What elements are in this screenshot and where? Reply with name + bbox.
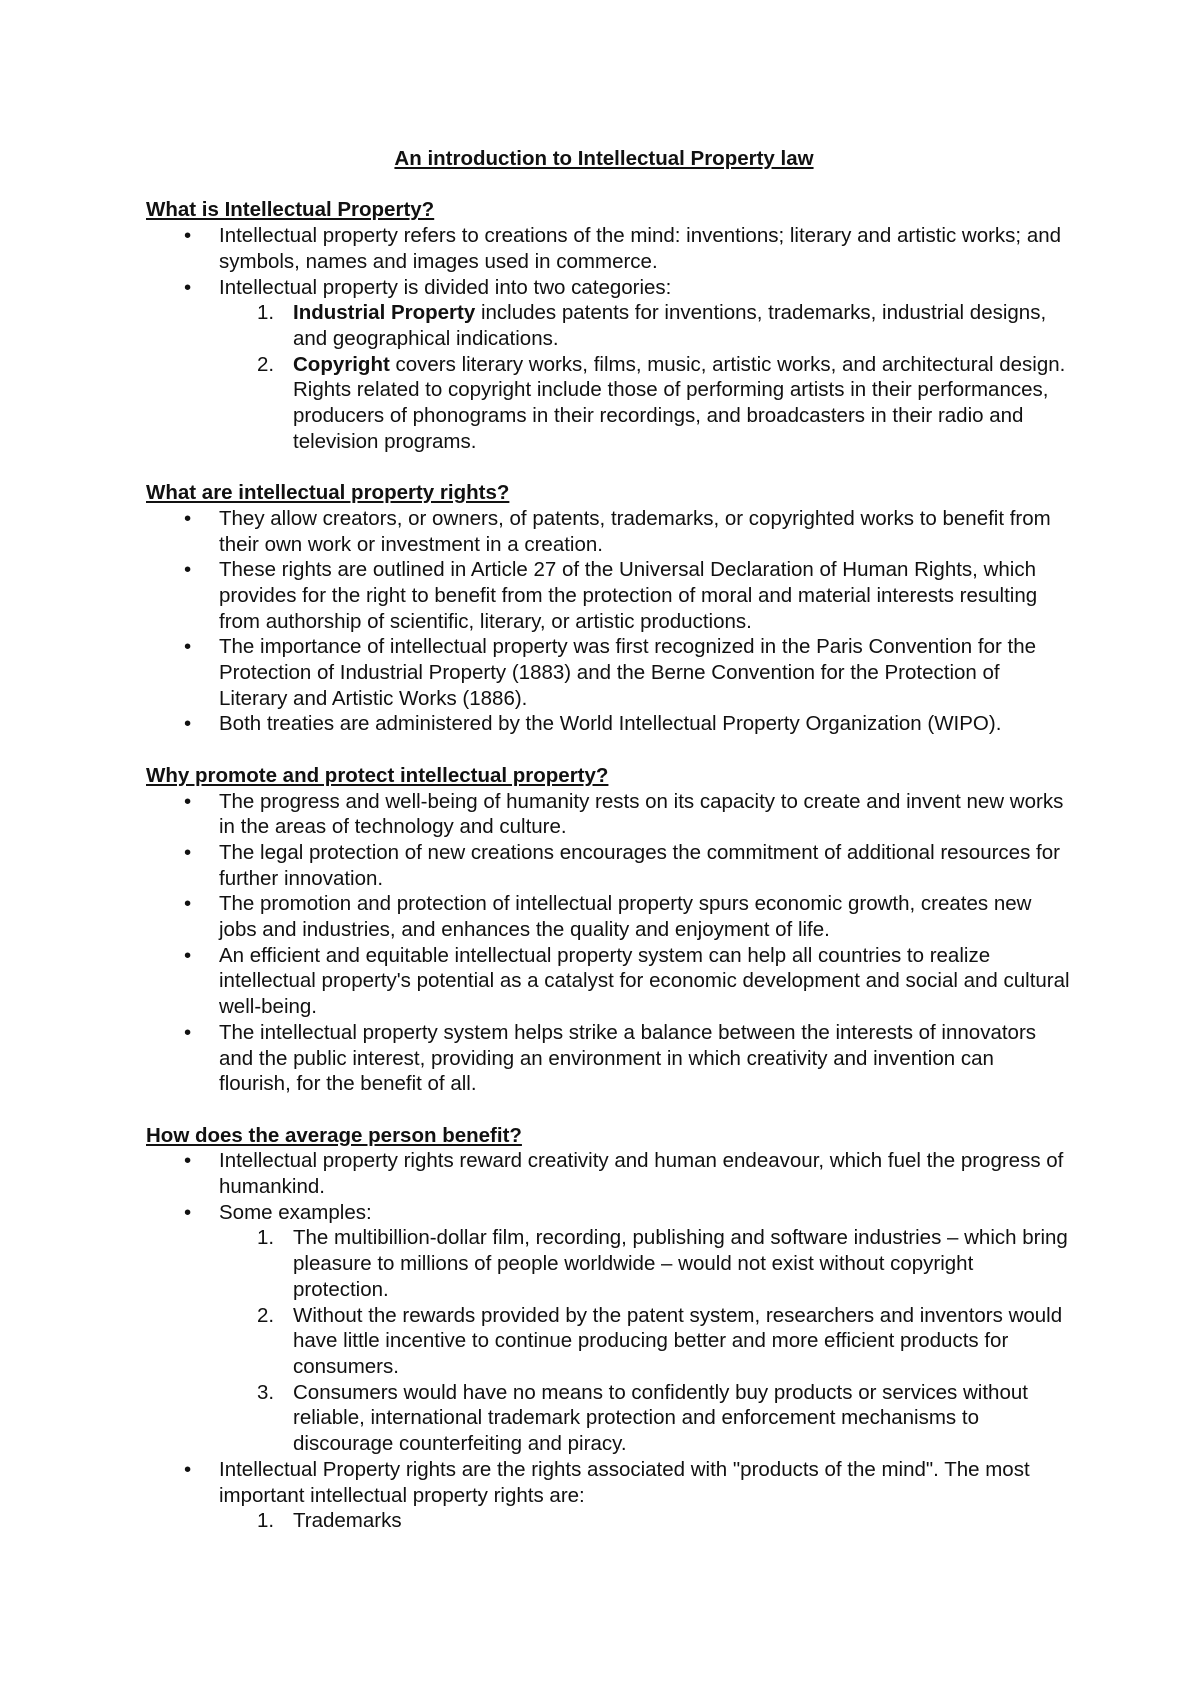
list-item — [146, 891, 1070, 942]
section — [146, 197, 1070, 454]
bullet-icon: • — [184, 789, 192, 813]
bullet-list — [146, 223, 1070, 454]
list-item-text: An efficient and equitable intellectual property system can help all countries to realize intellectual property's potential as a catalyst for economic development and social and cultural well-being. — [219, 943, 1070, 1019]
numbered-item-text: includes patents for inventions, trademarks, industrial designs, and geographical indications. — [293, 301, 1047, 350]
list-item-text: Intellectual property is divided into two categories: — [219, 275, 672, 299]
numbered-item-text: covers literary works, films, music, artistic works, and architectural design. Rights related to copyright include those of performing artists in their performances, producers of phonograms in their recordings, and broadcasters in their radio and television programs. — [293, 352, 1066, 453]
bullet-icon: • — [184, 943, 192, 967]
numbered-list-wrapper — [257, 300, 1070, 454]
numbered-item — [219, 1303, 1070, 1380]
list-item-text: Intellectual property rights reward creativity and human endeavour, which fuel the progress of humankind. — [219, 1149, 1064, 1199]
bullet-icon: • — [184, 1020, 192, 1044]
list-item — [146, 711, 1070, 737]
numbered-item — [219, 1508, 1070, 1534]
document-body — [146, 197, 1070, 1534]
list-item — [146, 1200, 1070, 1457]
list-item — [146, 789, 1070, 840]
section-heading: What are intellectual property rights? — [146, 481, 510, 505]
list-item-text: The legal protection of new creations encourages the commitment of additional resources for further innovation. — [219, 840, 1060, 890]
list-item-text: Intellectual Property rights are the rights associated with "products of the mind". The most important intellectual property rights are: — [219, 1457, 1030, 1507]
item-number: 3. — [257, 1380, 275, 1404]
numbered-list — [257, 300, 1070, 454]
bullet-icon: • — [184, 506, 192, 530]
list-item — [146, 943, 1070, 1020]
bullet-icon: • — [184, 224, 192, 248]
item-number: 1. — [257, 1226, 275, 1250]
list-item-text: Some examples: — [219, 1200, 372, 1224]
term-bold: Copyright — [293, 352, 390, 376]
bullet-list — [146, 1148, 1070, 1534]
list-item-text: The importance of intellectual property was first recognized in the Paris Convention for the Protection of Industrial Property (1883) and the Berne Convention for the Protection of Literary and Artistic Works (1886). — [219, 635, 1036, 710]
numbered-item — [219, 352, 1070, 455]
section — [146, 1123, 1070, 1534]
bullet-list — [146, 789, 1070, 1097]
numbered-item-text: The multibillion-dollar film, recording, publishing and software industries – which bring pleasure to millions of people worldwide – would not exist without copyright protection. — [293, 1226, 1068, 1301]
list-item-text: They allow creators, or owners, of patents, trademarks, or copyrighted works to benefit from their own work or investment in a creation. — [219, 506, 1051, 556]
numbered-item — [219, 300, 1070, 351]
list-item — [146, 223, 1070, 274]
list-item — [146, 840, 1070, 891]
list-item-text: These rights are outlined in Article 27 of the Universal Declaration of Human Rights, which provides for the right to benefit from the protection of moral and material interests resulting from authorship of scientific, literary, or artistic productions. — [219, 558, 1038, 633]
numbered-item-text: Without the rewards provided by the patent system, researchers and inventors would have little incentive to continue producing better and more efficient products for consumers. — [293, 1303, 1063, 1378]
numbered-item — [219, 1380, 1070, 1457]
list-item-text: The intellectual property system helps strike a balance between the interests of innovators and the public interest, providing an environment in which creativity and invention can flourish, for the benefit of all. — [219, 1020, 1037, 1096]
term-bold: Industrial Property — [293, 301, 476, 325]
bullet-icon: • — [184, 1457, 192, 1481]
bullet-icon: • — [184, 1200, 192, 1224]
document-title: An introduction to Intellectual Property law — [394, 147, 814, 170]
numbered-item — [219, 1225, 1070, 1302]
numbered-item-text: Trademarks — [293, 1509, 402, 1533]
list-item-text: The progress and well-being of humanity rests on its capacity to create and invent new works in the areas of technology and culture. — [219, 789, 1064, 839]
bullet-icon: • — [184, 558, 192, 582]
bullet-icon: • — [184, 892, 192, 916]
section-heading: How does the average person benefit? — [146, 1123, 522, 1147]
list-item — [146, 557, 1070, 634]
section — [146, 480, 1070, 737]
list-item — [146, 634, 1070, 711]
numbered-item-text: Consumers would have no means to confidently buy products or services without reliable, international trademark protection and enforcement mechanisms to discourage counterfeiting and piracy. — [293, 1380, 1028, 1456]
list-item-text: Intellectual property refers to creations of the mind: inventions; literary and artistic works; and symbols, names and images used in commerce. — [219, 224, 1062, 273]
section — [146, 763, 1070, 1097]
item-number: 2. — [257, 352, 275, 376]
numbered-list-wrapper — [257, 1508, 1070, 1534]
bullet-icon: • — [184, 275, 192, 299]
list-item — [146, 1148, 1070, 1199]
list-item — [146, 1457, 1070, 1534]
item-number: 1. — [257, 301, 275, 325]
bullet-icon: • — [184, 635, 192, 659]
bullet-icon: • — [184, 712, 192, 736]
item-number: 1. — [257, 1509, 275, 1533]
bullet-icon: • — [184, 840, 192, 864]
list-item — [146, 1020, 1070, 1097]
bullet-list — [146, 506, 1070, 737]
bullet-icon: • — [184, 1149, 192, 1173]
numbered-list — [257, 1225, 1070, 1456]
section-heading: Why promote and protect intellectual property? — [146, 763, 609, 787]
list-item-text: Both treaties are administered by the World Intellectual Property Organization (WIPO). — [219, 712, 1002, 736]
numbered-list-wrapper — [257, 1225, 1070, 1456]
list-item — [146, 275, 1070, 455]
section-heading: What is Intellectual Property? — [146, 198, 435, 222]
numbered-list — [257, 1508, 1070, 1534]
list-item — [146, 506, 1070, 557]
item-number: 2. — [257, 1303, 275, 1327]
list-item-text: The promotion and protection of intellectual property spurs economic growth, creates new jobs and industries, and enhances the quality and enjoyment of life. — [219, 892, 1032, 942]
